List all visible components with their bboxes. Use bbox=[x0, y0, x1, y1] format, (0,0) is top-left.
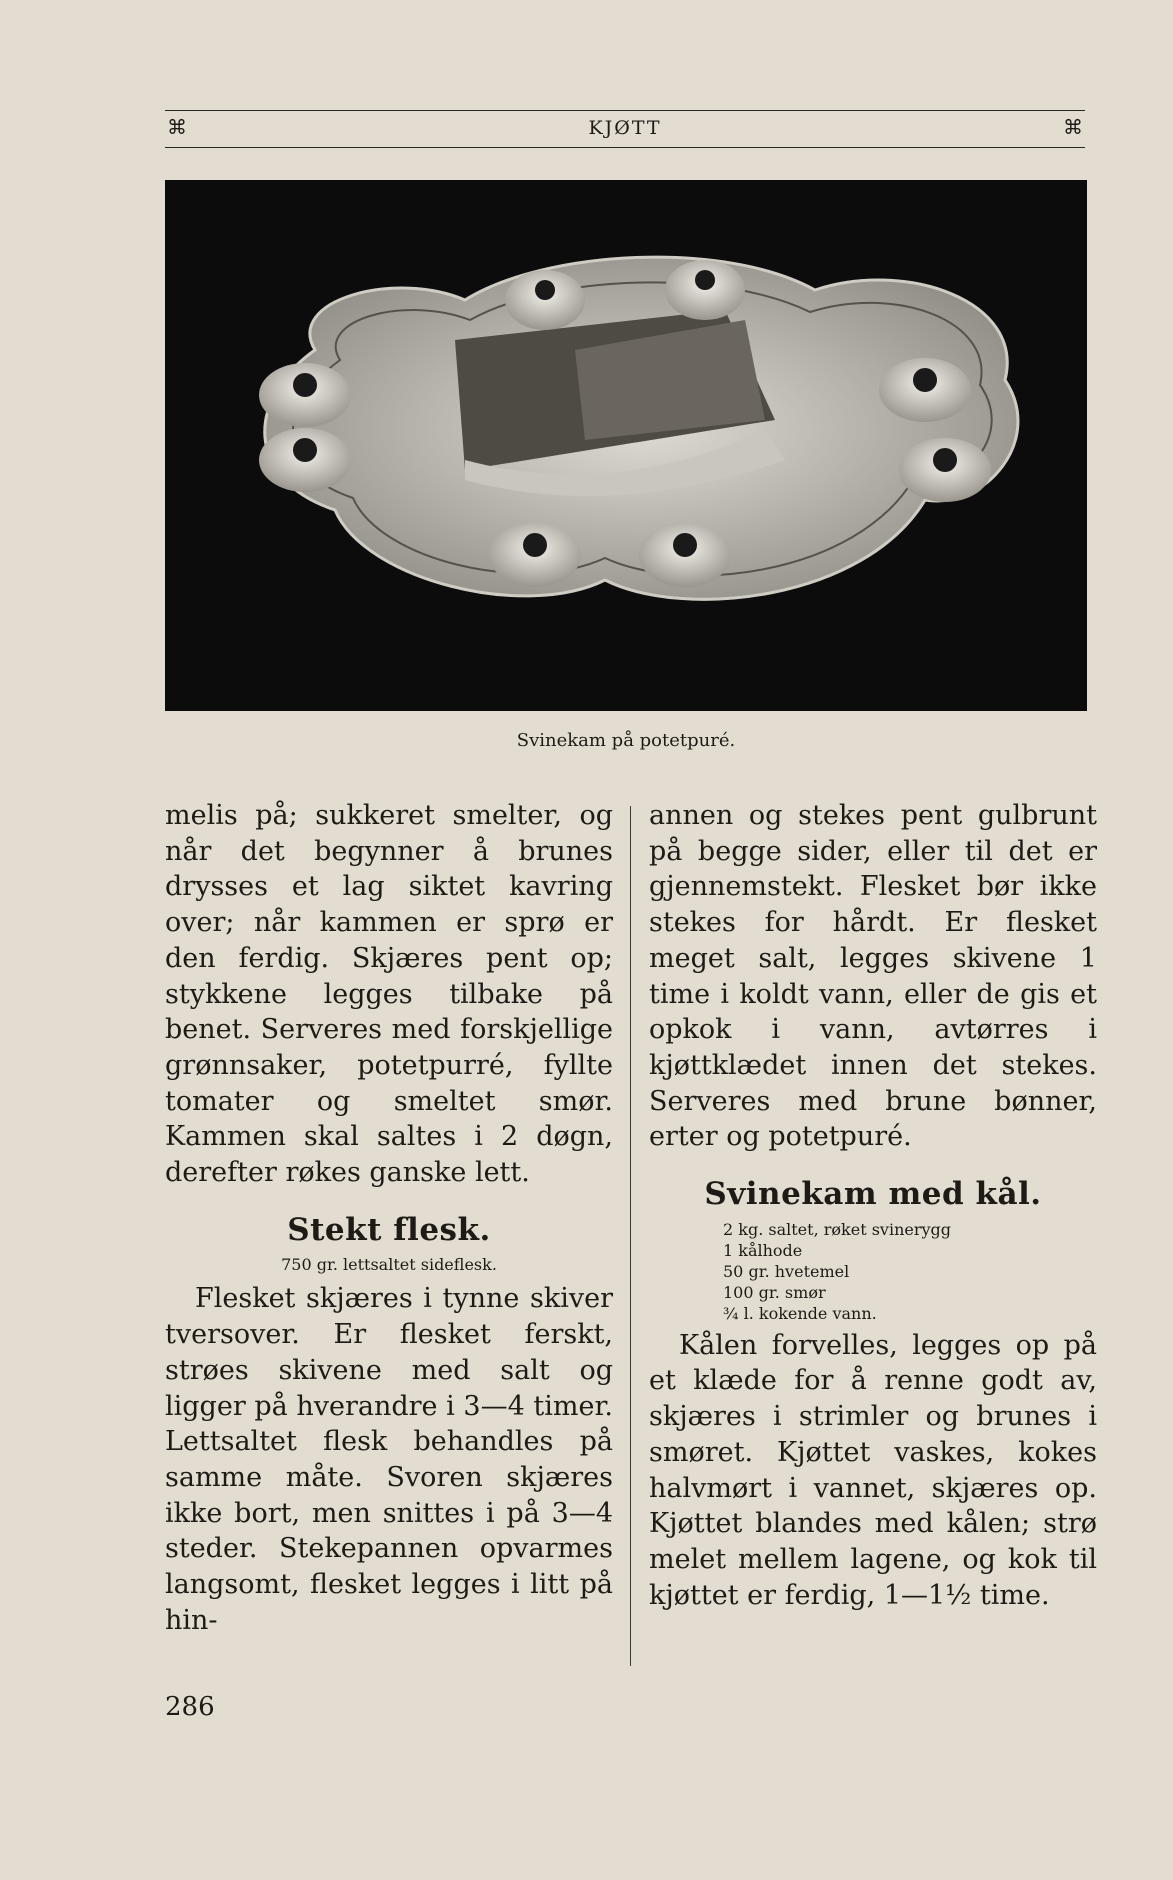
right-continuation-text: annen og stekes pent gulbrunt på begge sider, eller til det er gjennemstekt. Flesket bør ikke stekes for hårdt. Er flesket meget salt, legges skivene 1 time i koldt vann, eller de gis et opkok i vann, avtørres i kjøttklædet innen det stekes. Serveres med brune bønner, erter og potetpuré. bbox=[649, 800, 1097, 1153]
recipe-text: Flesket skjæres i tynne skiver tversover. Er flesket ferskt, strøes skivene med salt og ligger på hverandre i 3—4 timer. Lettsaltet flesk behandles på samme måte. Svoren skjæres ikke bort, men snittes i på 3—4 steder. Stekepannen opvarmes langsomt, flesket legges i litt på hin- bbox=[165, 1283, 613, 1636]
left-column bbox=[165, 798, 613, 1638]
header-title: KJØTT bbox=[588, 117, 662, 139]
right-column bbox=[649, 798, 1097, 1613]
ornament-right-icon: ⌘ bbox=[1063, 115, 1083, 139]
photo-caption: Svinekam på potetpuré. bbox=[516, 730, 736, 751]
dish-photo bbox=[165, 180, 1087, 711]
recipe-title-stekt-flesk: Stekt flesk. bbox=[287, 1211, 491, 1248]
column-divider bbox=[630, 806, 631, 1666]
ingredient-list bbox=[649, 1219, 1097, 1324]
recipe-text: Kålen forvelles, legges op på et klæde for å renne godt av, skjæres i strimler og brunes i smøret. Kjøttet vaskes, kokes halvmørt i vannet, skjæres op. Kjøttet blandes med kålen; strø melet mellem lagene, og kok til kjøttet er ferdig, 1—1½ time. bbox=[649, 1329, 1097, 1611]
recipe-title-svinekam-med-kal: Svinekam med kål. bbox=[704, 1176, 1042, 1213]
left-continuation-text: melis på; sukkeret smelter, og når det begynner å brunes drysses et lag siktet kavring over; når kammen er sprø er den ferdig. Skjæres pent op; stykkene legges tilbake på benet. Serveres med forskjellige grønnsaker, potetpurré, fyllte tomater og smeltet smør. Kammen skal saltes i 2 døgn, derefter røkes ganske lett. bbox=[165, 800, 613, 1189]
ingredient-item: ¾ l. kokende vann. bbox=[723, 1303, 877, 1323]
ingredient-item: 50 gr. hvetemel bbox=[723, 1261, 850, 1281]
platter-illustration bbox=[165, 180, 1087, 711]
ingredient-item: 2 kg. saltet, røket svinerygg bbox=[723, 1219, 952, 1239]
ingredient-item: 1 kålhode bbox=[723, 1240, 803, 1260]
page-number: 286 bbox=[165, 1692, 215, 1722]
ornament-left-icon: ⌘ bbox=[167, 115, 187, 139]
ingredient-line: 750 gr. lettsaltet sideflesk. bbox=[281, 1255, 497, 1275]
ingredient-item: 100 gr. smør bbox=[723, 1282, 826, 1302]
running-header bbox=[165, 110, 1085, 148]
